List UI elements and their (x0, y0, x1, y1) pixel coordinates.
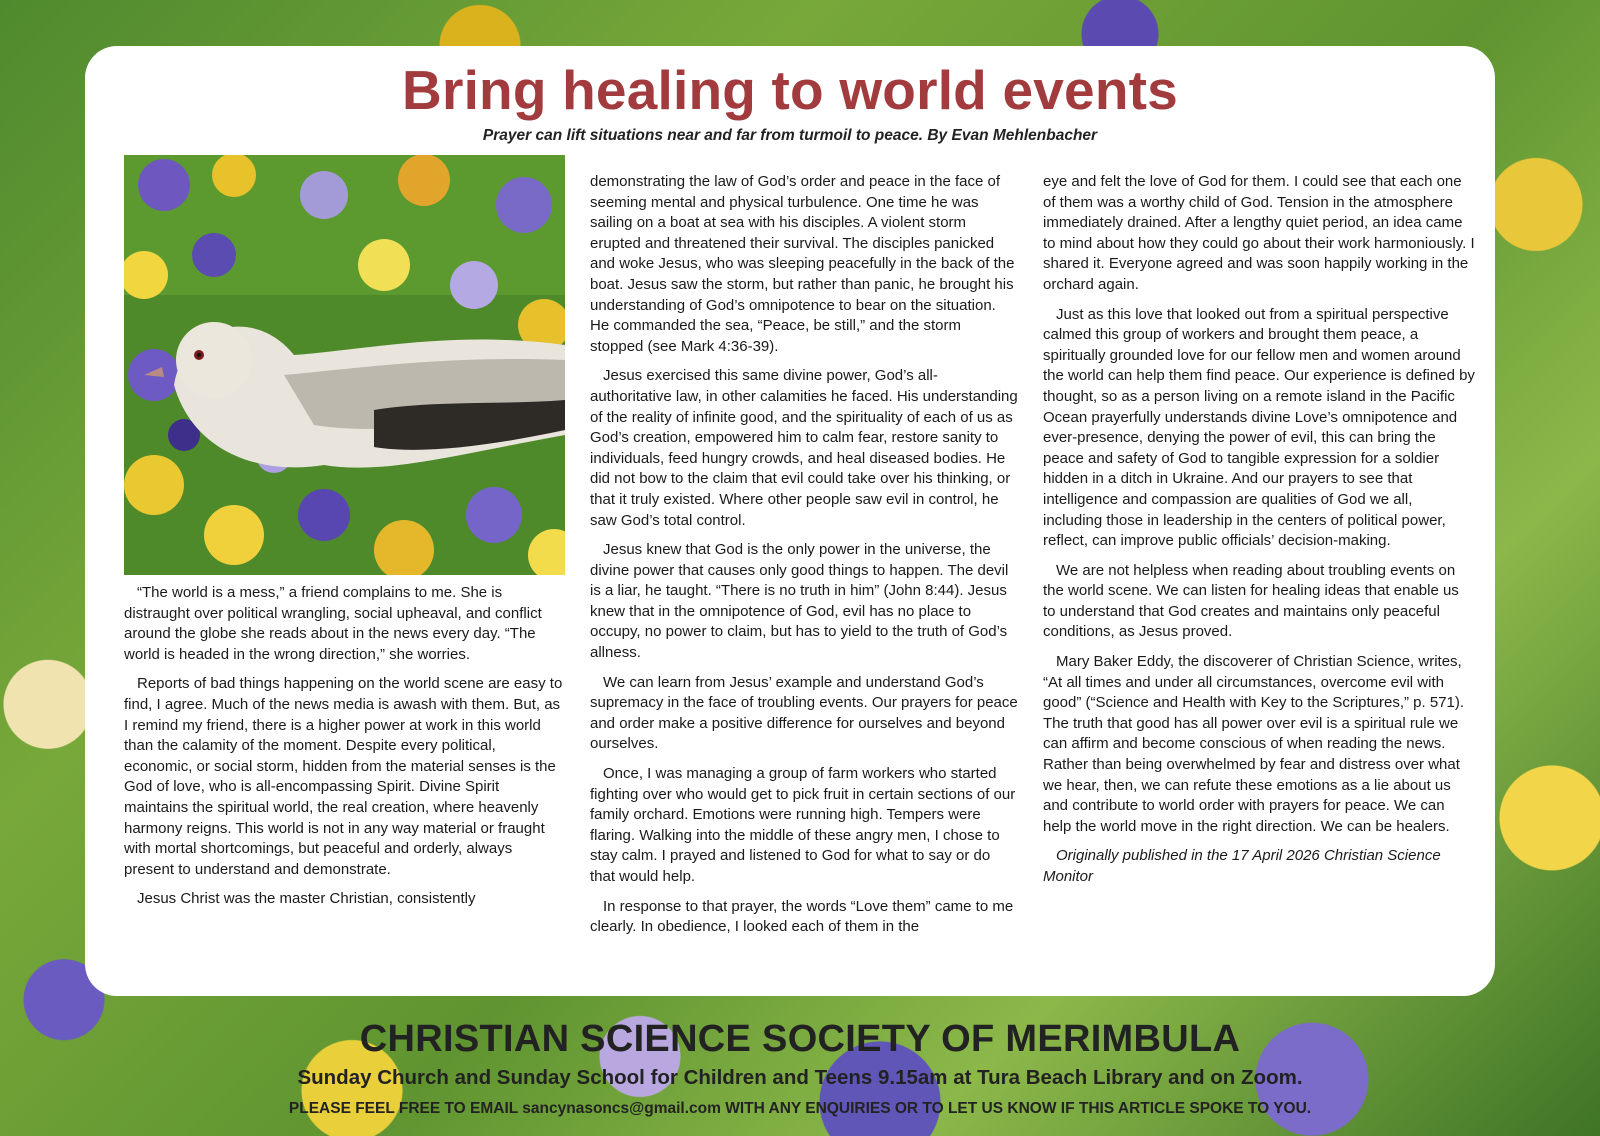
article-column-2 (590, 172, 1018, 947)
paragraph: Jesus Christ was the master Christian, consistently (137, 890, 476, 908)
paragraph: In response to that prayer, the words “Love them” came to me clearly. In obedience, I looked each of them in the (590, 897, 1014, 936)
article-column-3 (1043, 172, 1475, 897)
dove-in-pansies-image (124, 155, 565, 575)
paragraph: “The world is a mess,” a friend complains to me. She is distraught over political wrangling, social upheaval, and conflict around the globe she reads about in the news every day. “The world is headed in the wrong direction,” she worries. (124, 584, 542, 663)
paragraph: Once, I was managing a group of farm workers who started fighting over who would get to pick fruit in certain sections of our family orchard. Emotions were running high. Tempers were flaring. Walking into the middle of these angry men, I chose to stay calm. I prayed and listened to God for what to say or do that would help. (590, 765, 1016, 885)
paragraph: eye and felt the love of God for them. I could see that each one of them was a worthy child of God. Tension in the atmosphere immediately drained. After a lengthy quiet period, an idea came to mind about how they could go about their work harmoniously. I shared it. Everyone agreed and was soon happily working in the orchard again. (1043, 173, 1475, 293)
paragraph: We are not helpless when reading about troubling events on the world scene. We can listen for healing ideas that enable us to understand that God creates and maintains only peaceful conditions, as Jesus proved. (1043, 561, 1459, 641)
paragraph: Just as this love that looked out from a spiritual perspective calmed this group of workers and brought them peace, a spiritually grounded love for our fellow men and women around the world can help them find peace. Our experience is defined by thought, so as a person living on a remote island in the Pacific Ocean prayerfully understands divine Love’s omnipotence and ever-presence, denying the power of evil, this can bring the peace and safety of God to tangible expression for a soldier hidden in a ditch in Ukraine. And our prayers to see that intelligence and compassion are qualities of God we all, including those in leadership in the centers of political power, reflect, can improve public officials’ decision-making. (1043, 305, 1475, 550)
article-subtitle: Prayer can lift situations near and far from turmoil to peace. By Evan Mehlenbacher (482, 127, 1098, 144)
paragraph: Jesus exercised this same divine power, God’s all-authoritative law, in other calamities he faced. His understanding of the reality of infinite good, and the spirituality of each of us as God’s creation, empowered him to calm fear, restore sanity to individuals, feed hungry crowds, and heal diseased bodies. He did not bow to the claim that evil could take over his thinking, or that it truly existed. Where other people saw evil in control, he saw God’s total control. (590, 367, 1018, 529)
paragraph: demonstrating the law of God’s order and peace in the face of seeming mental and physical turbulence. One time he was sailing on a boat at sea with his disciples. A violent storm erupted and threatened their survival. The disciples panicked and woke Jesus, who was sleeping peacefully in the back of the boat. Jesus saw the storm, but rather than panic, he brought his understanding of God’s omnipotence to bear on the situation. He commanded the sea, “Peace, be still,” and the storm stopped (see Mark 4:36-39). (590, 173, 1015, 355)
paragraph: We can learn from Jesus’ example and understand God’s supremacy in the face of troubling events. Our prayers for peace and order make a positive difference for ourselves and beyond ourselves. (590, 673, 1018, 753)
article-title: Bring healing to world events (402, 59, 1178, 121)
paragraph: Reports of bad things happening on the world scene are easy to find, I agree. Much of the news media is awash with them. But, as I remind my friend, there is a higher power at work in this world than the calamity of the moment. Despite every political, economic, or social storm, hidden from the material senses is the God of love, who is all-encompassing Spirit. Divine Spirit maintains the spiritual world, the real creation, where heavenly harmony reigns. This world is not in any way material or fraught with mortal shortcomings, but peaceful and orderly, always present to understand and demonstrate. (124, 675, 563, 878)
contact-line: PLEASE FEEL FREE TO EMAIL sancynasoncs@gmail.com WITH ANY ENQUIRIES OR TO LET US KNOW IF THIS ARTICLE SPOKE TO YOU. (288, 1100, 1312, 1117)
society-name: CHRISTIAN SCIENCE SOCIETY OF MERIMBULA (359, 1018, 1241, 1060)
article-column-1 (124, 583, 565, 919)
paragraph: Mary Baker Eddy, the discoverer of Christian Science, writes, “At all times and under all circumstances, overcome evil with good” (“Science and Health with Key to the Scriptures,” p. 571). The truth that good has all power over evil is a spiritual rule we can affirm and become conscious of when reading the news. Rather than being overwhelmed by fear and distress over what we hear, then, we can refute these emotions as a lie about us and contribute to world order with prayers for peace. We can help the world move in the right direction. We can be healers. (1043, 653, 1465, 835)
publication-note: Originally published in the 17 April 2026 Christian Science Monitor (1043, 847, 1441, 885)
dove-photo (124, 155, 565, 575)
service-times: Sunday Church and Sunday School for Children and Teens 9.15am at Tura Beach Library and on Zoom. (297, 1066, 1303, 1089)
paragraph: Jesus knew that God is the only power in the universe, the divine power that causes only good things to happen. The devil is a liar, he taught. “There is no truth in him” (John 8:44). Jesus knew that in the omnipotence of God, evil has no place to occupy, no power to claim, but has to yield to the truth of God’s allness. (590, 541, 1009, 662)
